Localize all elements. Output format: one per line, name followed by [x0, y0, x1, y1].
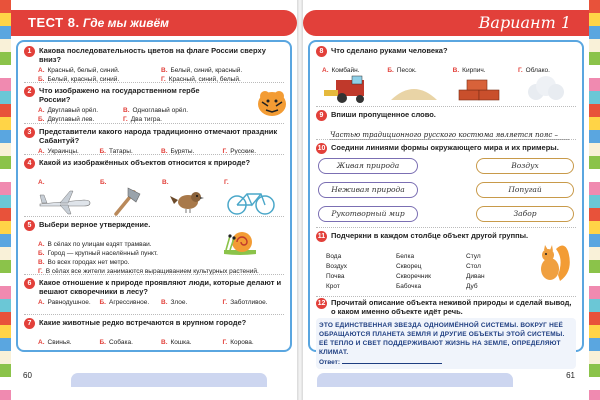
divider	[316, 296, 576, 297]
answer-option[interactable]: Г. Два тигра.	[123, 116, 162, 123]
question-number: 3	[24, 127, 35, 138]
answer-line[interactable]: Ответ:	[319, 359, 573, 366]
cloud-icon	[518, 74, 572, 104]
answer-option[interactable]: Г. Красный, синий, белый.	[161, 76, 241, 83]
word-cell[interactable]: Почва	[326, 273, 345, 280]
option-airplane[interactable]: А.	[38, 179, 92, 217]
question-number: 12	[317, 300, 326, 307]
page-number: 61	[566, 371, 575, 380]
answer-option[interactable]: В. Одноглавый орёл.	[123, 107, 189, 114]
match-right-parrot[interactable]: Попугай	[476, 182, 574, 198]
combine-harvester-icon	[322, 74, 376, 104]
right-page	[303, 0, 589, 400]
option-brick[interactable]: В. Кирпич.	[453, 67, 507, 105]
question-text: Прочитай описание объекта неживой природы и сделай вывод, о каком именно объекте идёт речь.	[331, 298, 572, 316]
question-12	[316, 298, 576, 316]
question-3	[24, 127, 284, 155]
question-number: 1	[24, 46, 35, 57]
bicycle-icon	[224, 186, 278, 216]
word-cell[interactable]: Скворец	[396, 263, 422, 270]
divider	[316, 227, 576, 228]
variant-header	[303, 10, 589, 36]
question-number: 9	[316, 110, 327, 121]
question-number: 11	[317, 233, 326, 240]
sparrow-icon	[162, 186, 216, 216]
question-6	[24, 278, 284, 306]
answer-option[interactable]: Б. Город — крупный населённый пункт.	[38, 250, 158, 257]
question-text: Какое отношение к природе проявляют люди, которые делают и вешают скворечники в лесу?	[39, 278, 282, 296]
question-text: Выбери верное утверждение.	[39, 220, 151, 229]
answer-option[interactable]: Г. В сёлах все жители занимаются выращиванием культурных растений.	[38, 268, 259, 275]
question-8	[316, 46, 576, 105]
bricks-icon	[453, 74, 507, 104]
answer-option[interactable]: Б. Татары.	[99, 148, 133, 155]
left-question-panel	[16, 40, 292, 352]
divider	[24, 274, 284, 275]
left-page	[11, 0, 297, 400]
word-cell[interactable]: Воздух	[326, 263, 348, 270]
match-left-man-made[interactable]: Рукотворный мир	[318, 206, 418, 222]
option-bicycle[interactable]: Г.	[224, 179, 278, 217]
question-11	[316, 231, 576, 290]
airplane-icon	[38, 186, 92, 216]
match-left-living-nature[interactable]: Живая природа	[318, 158, 418, 174]
variant-label: Вариант 1	[478, 13, 571, 32]
option-combine[interactable]: А. Комбайн.	[322, 67, 376, 105]
word-cell[interactable]: Стул	[466, 253, 481, 260]
answer-option[interactable]: В. Кошка.	[161, 339, 192, 346]
answer-option[interactable]: А. Свинья.	[38, 339, 72, 346]
question-text: Подчеркни в каждом столбце объект другой группы.	[331, 231, 529, 240]
answer-option[interactable]: В. Во всех городах нет метро.	[38, 259, 130, 266]
question-text: Какова последовательность цветов на флаге России сверху вниз?	[39, 46, 266, 64]
word-cell[interactable]: Диван	[466, 273, 485, 280]
word-cell[interactable]: Крот	[326, 283, 340, 290]
answer-option[interactable]: В. Буряты.	[161, 148, 195, 155]
question-text: Представители какого народа традиционно отмечают праздник Сабантуй?	[39, 127, 278, 145]
question-text: Впиши пропущенное слово.	[331, 110, 436, 119]
question-7	[24, 318, 284, 346]
description-text: ЭТО ЕДИНСТВЕННАЯ ЗВЕЗДА ОДНОИМЁННОЙ СИСТЕМЫ. ВОКРУГ НЕЁ ОБРАЩАЮТСЯ ПЛАНЕТА ЗЕМЛЯ И ДРУГИЕ ОБЪЕКТЫ ЭТОЙ СИСТЕМЫ. ЕЁ ТЕПЛО И СВЕТ ПОДДЕРЖИВАЮТ ЖИЗНЬ НА ЗЕМЛЕ, ОПРЕДЕЛЯЮТ КЛИМАТ.	[319, 322, 565, 356]
option-sparrow[interactable]: В.	[162, 179, 216, 217]
question-2	[24, 86, 284, 123]
test-label: ТЕСТ 8.	[28, 15, 80, 30]
word-cell[interactable]: Скворечник	[396, 273, 431, 280]
footer-tab	[317, 373, 513, 387]
divider	[316, 106, 576, 107]
left-footer	[11, 365, 297, 387]
divider	[24, 123, 284, 124]
footer-tab	[71, 373, 267, 387]
question-9	[316, 110, 576, 140]
match-right-fence[interactable]: Забор	[476, 206, 574, 222]
question-number: 5	[24, 220, 35, 231]
question-number: 6	[24, 278, 35, 289]
word-cell[interactable]: Белка	[396, 253, 415, 260]
answer-option[interactable]: А. Равнодушное.	[38, 299, 91, 306]
divider	[24, 82, 284, 83]
question-1	[24, 46, 284, 83]
question-number: 7	[24, 318, 35, 329]
question-number: 10	[317, 145, 326, 152]
tiger-picture	[254, 84, 290, 118]
fill-in-blank[interactable]: Частью традиционного русского костюма является пояс –	[330, 131, 570, 140]
axe-icon	[100, 186, 154, 216]
answer-option[interactable]: Б. Агрессивное.	[99, 299, 150, 306]
question-text: Что сделано руками человека?	[331, 46, 448, 55]
option-sand[interactable]: Б. Песок.	[387, 67, 441, 105]
question-4	[24, 158, 284, 217]
answer-option[interactable]: Г. Русские.	[222, 148, 257, 155]
squirrel-picture	[534, 241, 574, 285]
left-decor-stripes	[0, 0, 11, 400]
word-cell[interactable]: Дуб	[466, 283, 478, 290]
answer-option[interactable]: Б. Собака.	[99, 339, 133, 346]
test-title: Где мы живём	[83, 16, 170, 30]
answer-option[interactable]: Б. Белый, красный, синий.	[38, 76, 120, 83]
answer-option[interactable]: Г. Заботливое.	[222, 299, 268, 306]
page-number: 60	[23, 371, 32, 380]
description-box	[316, 318, 576, 369]
option-cloud[interactable]: Г. Облако.	[518, 67, 572, 105]
sand-pile-icon	[387, 74, 441, 104]
answer-option[interactable]: Б. Двуглавый лев.	[38, 116, 95, 123]
answer-option[interactable]: В. Злое.	[161, 299, 188, 306]
question-text: Что изображено на государственном гербе России?	[39, 86, 200, 104]
question-number: 4	[24, 158, 35, 169]
word-cell[interactable]: Стол	[466, 263, 481, 270]
right-decor-stripes	[589, 0, 600, 400]
option-axe[interactable]: Б.	[100, 179, 154, 217]
question-text: Соедини линиями формы окружающего мира и их примеры.	[331, 143, 559, 152]
test-header	[11, 10, 297, 36]
answer-option[interactable]: Г. Корова.	[222, 339, 254, 346]
match-left-nonliving-nature[interactable]: Неживая природа	[318, 182, 418, 198]
answer-option[interactable]: А. Двуглавый орёл.	[38, 107, 99, 114]
word-cell[interactable]: Вода	[326, 253, 342, 260]
divider	[24, 154, 284, 155]
answer-option[interactable]: А. В сёлах по улицам ездят трамваи.	[38, 241, 152, 248]
right-question-panel	[308, 40, 584, 366]
snail-picture	[220, 226, 260, 258]
divider	[24, 314, 284, 315]
question-number: 2	[24, 86, 35, 97]
question-text: Какие животные редко встречаются в крупном городе?	[39, 318, 247, 327]
divider	[316, 139, 576, 140]
match-right-air[interactable]: Воздух	[476, 158, 574, 174]
divider	[24, 216, 284, 217]
question-number: 8	[316, 46, 327, 57]
answer-option[interactable]: А. Красный, белый, синий.	[38, 67, 120, 74]
word-cell[interactable]: Бабочка	[396, 283, 422, 290]
question-5	[24, 220, 284, 275]
answer-option[interactable]: В. Белый, синий, красный.	[161, 67, 243, 74]
answer-option[interactable]: А. Украинцы.	[38, 148, 79, 155]
right-footer	[303, 365, 589, 387]
question-text: Какой из изображённых объектов относится к природе?	[39, 158, 251, 167]
